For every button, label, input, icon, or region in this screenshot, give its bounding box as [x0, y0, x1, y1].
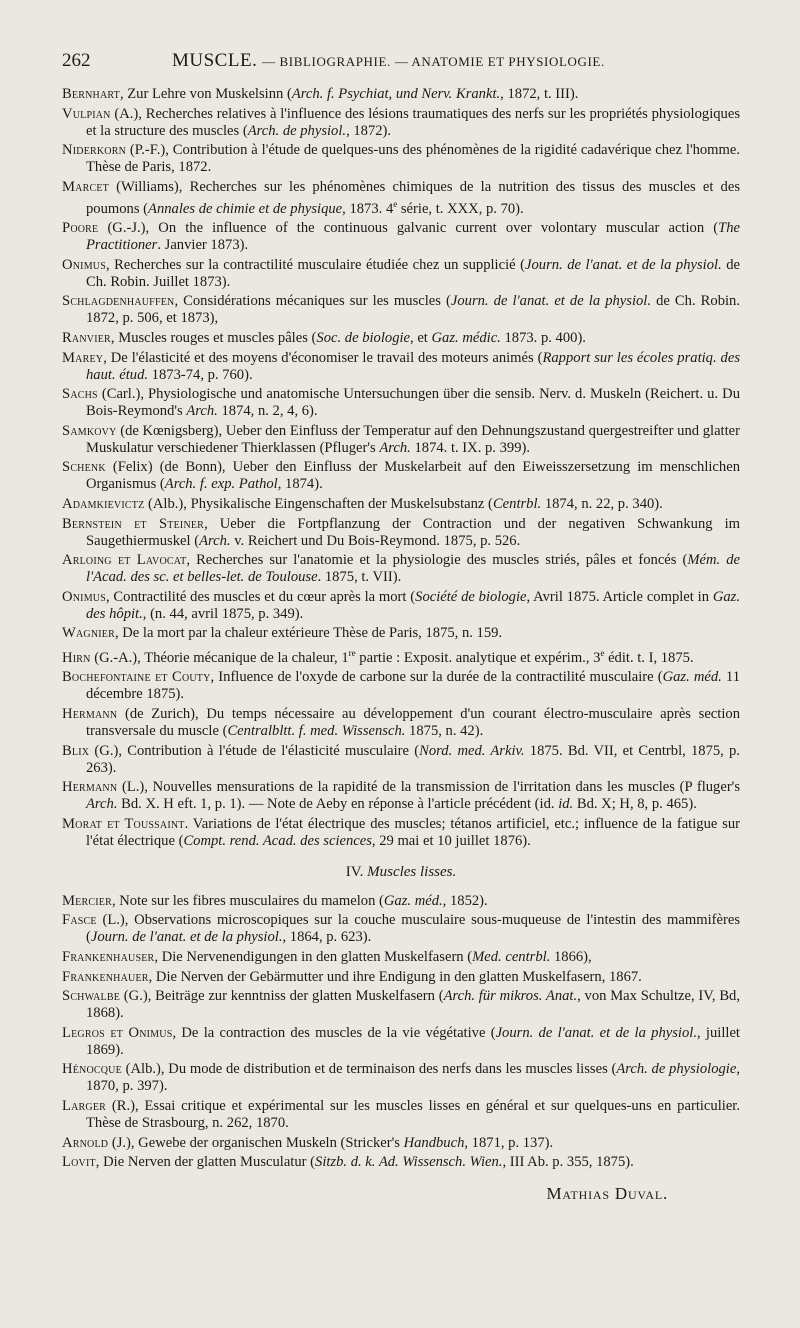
entry-text: , Die Nervenendigungen in den glatten Muskelfasern ( [154, 948, 473, 965]
entry-text: (Alb.), Du mode de distribution et de terminaison des nerfs dans les muscles lisses ( [121, 1061, 617, 1078]
entry-text: (A.), Recherches relatives à l'influence des lésions traumatiques des nerfs sur les propriétés physiologiques et la structure des muscles ( [86, 105, 740, 139]
entry-text: de Ch. Robin. Juillet 1873). [86, 256, 740, 290]
entry-author: Schlagdenhauffen [62, 293, 175, 310]
entry-title: Centralbltt. f. med. Wissensch. [227, 723, 406, 739]
entry-text: , 1872). [346, 122, 392, 139]
entry-text: (L.), Nouvelles mensurations de la rapidité de la transmission de l'irritation dans les muscles (P fluger's [117, 779, 740, 796]
entry-title: Arch. de physiol. [247, 122, 347, 139]
bibliography-entry [62, 1154, 740, 1171]
entry-author: Larger [62, 1097, 107, 1114]
entry-text: (G.-J.), On the influence of the continuous galvanic current over volontary muscular action ( [98, 220, 719, 237]
entry-title: Mém. de l'Acad. des sc. et belles-let. de Toulouse [86, 552, 740, 586]
entry-author: Poore [62, 220, 99, 237]
entry-title: Centrbl. [492, 495, 542, 512]
entry-author: Blix [62, 742, 90, 759]
entry-text: , Influence de l'oxyde de carbone sur la durée de la contractilité musculaire ( [210, 669, 663, 686]
section-title: Muscles lisses. [367, 863, 457, 880]
running-title [172, 50, 605, 72]
entry-author: Schwalbe [62, 988, 121, 1005]
entry-title: Med. centrbl. [472, 948, 551, 965]
entry-title: Rapport sur les écoles pratiq. des haut. étud. [86, 349, 740, 383]
entry-title: Arch. f. exp. Pathol [164, 476, 278, 493]
author-signature: Mathias Duval. [546, 1184, 668, 1204]
entry-superscript: e [393, 198, 398, 209]
entry-text: 1866), [550, 948, 592, 965]
entry-text: de Ch. Robin. 1872, p. 506, et 1873), [86, 293, 740, 327]
entry-text: , 1864, p. 623). [282, 929, 372, 946]
entry-text: 1873. p. 400). [500, 330, 586, 347]
entry-text: , Muscles rouges et muscles pâles ( [110, 330, 317, 347]
entry-text: Bd. X. H eft. 1, p. 1). — Note de Aeby en réponse à l'article précédent (id. [117, 796, 559, 813]
entry-author: Bochefontaine et Couty [62, 669, 211, 686]
entry-text: , Note sur les fibres musculaires du mamelon ( [111, 892, 384, 909]
entry-title: Arch. [379, 439, 411, 456]
entry-author: Onimus [62, 256, 106, 273]
entry-title: Gaz. médic. [431, 330, 501, 347]
bibliography-entry [62, 589, 740, 623]
entry-title: Arch. f. Psychiat, und Nerv. Krankt. [291, 86, 501, 102]
entry-title: Arch. für mikros. Anat. [443, 988, 578, 1005]
entry-author: Hénocque [62, 1061, 122, 1078]
entry-text: partie : Exposit. analytique et expérim., 3 [355, 649, 601, 666]
bibliography-entry [62, 949, 740, 966]
running-title-main: MUSCLE. [172, 50, 258, 71]
entry-text: 11 décembre 1875). [86, 669, 740, 703]
bibliography-entry [62, 1061, 740, 1095]
entry-text: 1875. Bd. VII, et Centrbl, 1875, p. 263). [86, 742, 741, 776]
entry-author: Frankenhauser [62, 948, 155, 965]
entry-author: Ranvier [62, 330, 111, 347]
running-header [62, 50, 752, 76]
entry-text: . Janvier 1873). [157, 237, 249, 254]
entry-text: , juillet 1869). [86, 1024, 740, 1058]
entry-text: (G.), Contribution à l'étude de l'élasticité musculaire ( [89, 742, 420, 759]
entry-text: , De la mort par la chaleur extérieure Thèse de Paris, 1875, n. 159. [114, 625, 503, 642]
section-numeral: IV. [345, 863, 364, 880]
running-title-rest: — BIBLIOGRAPHIE. — ANATOMIE ET PHYSIOLOGIE. [262, 54, 605, 69]
entry-author: Onimus [62, 588, 106, 605]
entry-title: Handbuch [403, 1134, 465, 1151]
bibliography-entry [62, 816, 740, 850]
entry-text: (L.), Observations microscopiques sur la couche musculaire sous-muqueuse de l'intestin des mammifères ( [86, 912, 740, 946]
entry-title: Arch. [199, 532, 231, 549]
entry-title: Gaz. méd. [662, 669, 722, 686]
entry-text: 1874, n. 2, 4, 6). [217, 403, 318, 420]
entry-author: Wagnier [62, 625, 115, 642]
entry-title: Nord. med. Arkiv. [419, 742, 525, 759]
entry-text: édit. t. I, 1875. [604, 649, 694, 666]
bibliography-entry [62, 516, 740, 550]
entry-superscript: re [348, 647, 356, 658]
entry-title: The Practitioner [86, 220, 740, 254]
bibliography-list-general [62, 86, 740, 850]
entry-superscript: e [600, 647, 605, 658]
entry-text: , De la contraction des muscles de la vie végétative ( [172, 1024, 496, 1041]
entry-author: Legros et Onimus [62, 1024, 173, 1041]
entry-text: (de Zurich), Du temps nécessaire au développement d'un courant électro-musculaire après section transversale du muscle ( [86, 706, 740, 739]
entry-text: (Alb.), Physikalische Eingenschaften der Muskelsubstanz ( [144, 495, 493, 512]
entry-text: , 1870, p. 397). [86, 1061, 740, 1095]
entry-author: Niderkorn [62, 142, 127, 159]
bibliography-entry [62, 645, 740, 667]
entry-author: Schenk [62, 459, 106, 476]
entry-text: , 1871, p. 137). [464, 1134, 554, 1151]
entry-text: 1873-74, p. 760). [148, 366, 253, 383]
bibliography-entry [62, 1098, 740, 1132]
entry-text: (Felix) (de Bonn), Ueber den Einfluss der Muskelarbeit auf den Eiweisszersetzung im menschlichen Organismus ( [86, 459, 740, 493]
entry-title: Gaz. méd. [383, 892, 443, 909]
entry-text: , III Ab. p. 355, 1875). [502, 1154, 634, 1171]
bibliography-entry [62, 86, 740, 103]
entry-text: , Recherches sur l'anatomie et la physiologie des muscles striés, pâles et foncés ( [186, 552, 688, 569]
bibliography-list-smooth-muscles [62, 893, 740, 1171]
entry-author: Samkovy [62, 422, 117, 439]
bibliography-entry [62, 912, 740, 946]
bibliography-entry [62, 386, 740, 420]
entry-author: Mercier [62, 892, 112, 909]
entry-text: , Avril 1875. Article complet in [526, 588, 713, 605]
entry-text: , 1874). [277, 476, 323, 493]
entry-text: (P.-F.), Contribution à l'étude de quelques-uns des phénomènes de la rigidité cadavérique chez l'homme. Thèse de Paris, 1872. [86, 142, 740, 176]
entry-text: Bd. X; H, 8, p. 465). [573, 796, 697, 813]
entry-text: 1874. t. IX. p. 399). [410, 439, 531, 456]
entry-title: Arch. de physiologie [616, 1061, 737, 1078]
entry-text: , Zur Lehre von Muskelsinn ( [119, 86, 292, 102]
entry-text: , von Max Schultze, IV, Bd, 1868). [86, 988, 740, 1022]
bibliography-entry [62, 625, 740, 642]
bibliography-entry [62, 350, 740, 384]
entry-text: , (n. 44, avril 1875, p. 349). [142, 605, 304, 622]
entry-title: Soc. de biologie [316, 330, 411, 347]
bibliography-entry [62, 106, 740, 140]
bibliography-entry [62, 330, 740, 347]
entry-author: Bernhart [62, 86, 120, 102]
entry-author: Hermann [62, 706, 118, 722]
entry-title: Annales de chimie et de physique [148, 200, 343, 217]
entry-text: (R.), Essai critique et expérimental sur les muscles lisses en général et sur quelques-uns en particulier. Thèse de Strasbourg, n. 262, 1870. [86, 1097, 740, 1131]
entry-title: id. [558, 796, 574, 813]
entry-text: (Williams), Recherches sur les phénomènes chimiques de la nutrition des tissus des muscles et des poumons ( [86, 178, 740, 217]
entry-author: Morat et Toussaint [62, 815, 185, 832]
entry-author: Hirn [62, 649, 91, 666]
entry-title: Journ. de l'anat. et de la physiol. [450, 293, 651, 310]
bibliography-entry [62, 459, 740, 493]
entry-text: , 1872, t. III). [500, 86, 579, 102]
entry-text: 1875, n. 42). [405, 723, 484, 739]
bibliography-entry [62, 220, 740, 254]
entry-author: Lovit [62, 1154, 96, 1171]
entry-title: Gaz. des hôpit. [86, 588, 740, 622]
entry-author: Sachs [62, 386, 98, 403]
entry-text: (de Kœnigsberg), Ueber den Einfluss der Temperatur auf den Dehnungszustand quergestreifter und glatter Muskulatur verschiedener Thierklassen (Pfluger's [86, 422, 740, 456]
entry-title: Arch. [186, 403, 218, 420]
bibliography-entry [62, 743, 740, 777]
bibliography [62, 86, 740, 1202]
entry-text: (G.-A.), Théorie mécanique de la chaleur, 1 [90, 649, 349, 666]
entry-text: , 29 mai et 10 juillet 1876). [371, 832, 531, 849]
entry-title: Journ. de l'anat. et de la physiol. [495, 1024, 697, 1041]
bibliography-entry [62, 669, 740, 703]
bibliography-entry [62, 293, 740, 327]
entry-author: Marey [62, 349, 104, 366]
bibliography-entry [62, 142, 740, 176]
entry-text: , Die Nerven der Gebärmutter und ihre Endigung in den glatten Muskelfasern, 1867. [148, 968, 642, 985]
bibliography-entry [62, 706, 740, 740]
entry-text: , Recherches sur la contractilité musculaire étudiée chez un supplicié ( [105, 256, 525, 273]
bibliography-entry [62, 496, 740, 513]
entry-author: Arloing et Lavocat [62, 552, 187, 569]
entry-text: , Considérations mécaniques sur les muscles ( [174, 293, 451, 310]
bibliography-entry [62, 969, 740, 986]
entry-text: , Die Nerven der glatten Musculatur ( [95, 1154, 316, 1171]
bibliography-entry [62, 179, 740, 218]
entry-title: Journ. de l'anat. et de la physiol. [90, 929, 283, 946]
entry-text: , 1852). [442, 892, 488, 909]
entry-text: , et [410, 330, 432, 347]
entry-author: Vulpian [62, 105, 111, 122]
bibliography-entry [62, 779, 740, 813]
entry-text: (Carl.), Physiologische und anatomische Untersuchungen über die sensib. Nerv. d. Muskeln (Reichert. u. Du Bois-Reymond's [86, 386, 740, 420]
bibliography-entry [62, 988, 740, 1022]
entry-title: Sitzb. d. k. Ad. Wissensch. Wien. [315, 1154, 503, 1171]
entry-author: Fasce [62, 912, 97, 929]
entry-text: , Ueber die Fortpflanzung der Contraction und der negativen Schwankung im Saugethiermuskel ( [86, 515, 740, 549]
entry-text: . 1875, t. VII). [317, 569, 402, 586]
entry-title: Journ. de l'anat. et de la physiol. [525, 256, 722, 273]
entry-text: v. Reichert und Du Bois-Reymond. 1875, p. 526. [230, 532, 521, 549]
page-number: 262 [62, 50, 91, 71]
entry-author: Arnold [62, 1134, 109, 1151]
entry-text: , Contractilité des muscles et du cœur après la mort ( [105, 588, 416, 605]
entry-title: Arch. [86, 796, 118, 813]
entry-text: 1874, n. 22, p. 340). [541, 495, 663, 512]
entry-author: Marcet [62, 178, 109, 195]
entry-author: Frankenhauer [62, 968, 149, 985]
bibliography-entry [62, 1025, 740, 1059]
entry-text: . Variations de l'état électrique des muscles; tétanos artificiel, etc.; influence de la fatigue sur l'état électrique ( [86, 815, 740, 849]
entry-author: Bernstein et Steiner [62, 515, 205, 532]
bibliography-entry [62, 423, 740, 457]
entry-author: Adamkievictz [62, 495, 145, 512]
entry-title: Compt. rend. Acad. des sciences [183, 832, 372, 849]
entry-title: Société de biologie [415, 588, 527, 605]
bibliography-entry [62, 1135, 740, 1152]
entry-text: série, t. XXX, p. 70). [397, 200, 524, 217]
bibliography-entry [62, 552, 740, 586]
entry-author: Hermann [62, 779, 118, 796]
entry-text: (G.), Beiträge zur kenntniss der glatten Muskelfasern ( [120, 988, 444, 1005]
bibliography-entry [62, 893, 740, 910]
entry-text: (J.), Gewebe der organischen Muskeln (Stricker's [108, 1134, 404, 1151]
bibliography-entry [62, 257, 740, 291]
entry-text: , 1873. 4 [342, 200, 394, 217]
entry-text: , De l'élasticité et des moyens d'économiser le travail des moteurs animés ( [103, 349, 543, 366]
section-heading [62, 864, 740, 881]
